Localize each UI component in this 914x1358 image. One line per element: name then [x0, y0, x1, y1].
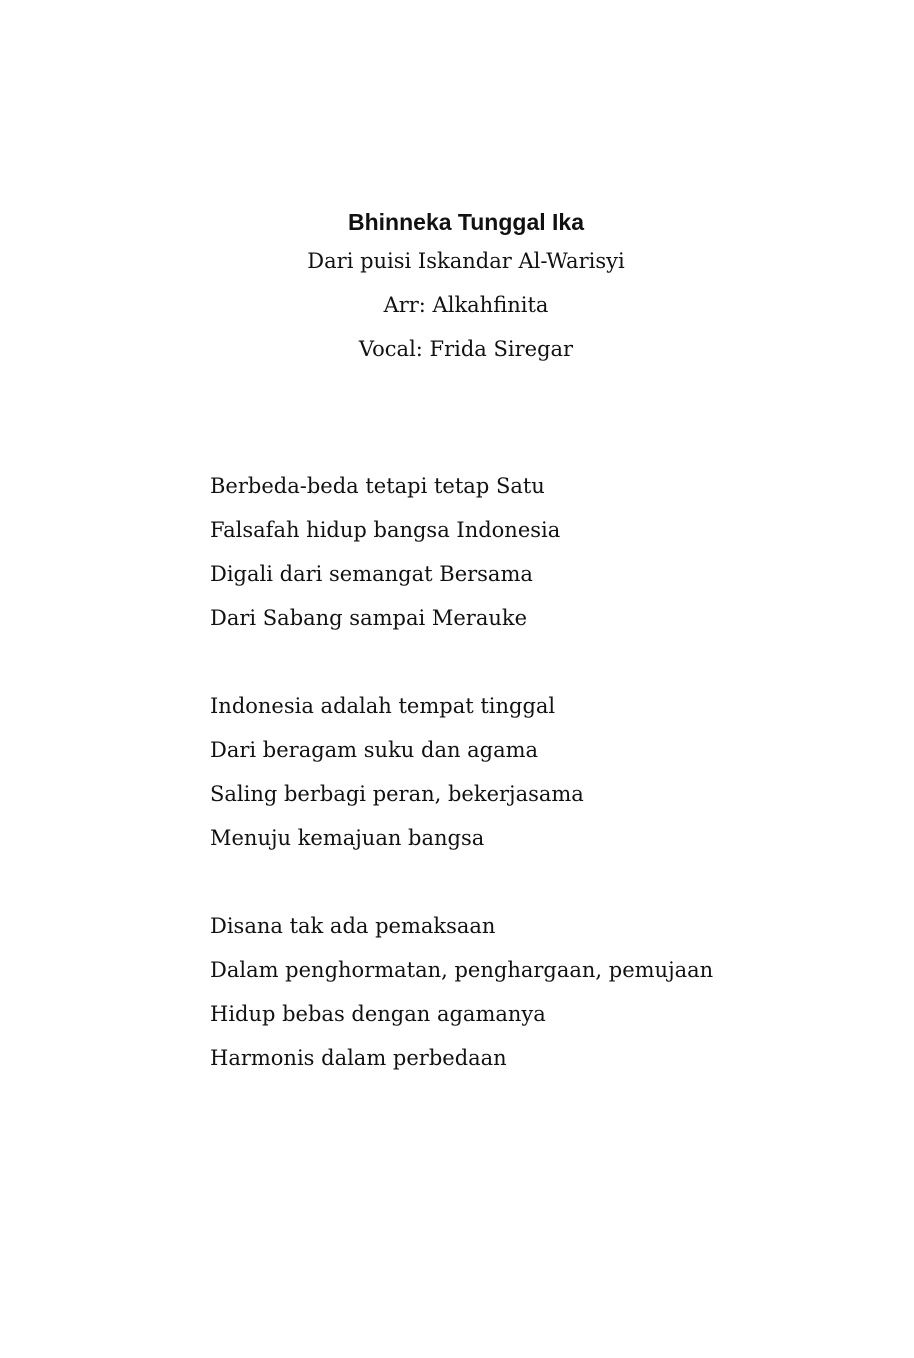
poem-line: Falsafah hidup bangsa Indonesia [210, 518, 561, 542]
poem-line: Berbeda-beda tetapi tetap Satu [210, 474, 545, 498]
stanza-2 [210, 684, 850, 860]
poem-body [210, 464, 850, 1124]
document-title: Bhinneka Tunggal Ika [348, 209, 584, 235]
vocal-credit: Vocal: Frida Siregar [358, 337, 574, 361]
poem-line: Hidup bebas dengan agamanya [210, 1002, 546, 1026]
poem-line: Menuju kemajuan bangsa [210, 826, 485, 850]
stanza-1 [210, 464, 850, 640]
poem-line: Dalam penghormatan, penghargaan, pemujaan [210, 958, 714, 982]
document-header [0, 205, 914, 371]
poem-source: Dari puisi Iskandar Al-Warisyi [307, 249, 625, 273]
arranger-credit: Arr: Alkahfinita [383, 293, 549, 317]
poem-line: Digali dari semangat Bersama [210, 562, 533, 586]
poem-line: Disana tak ada pemaksaan [210, 914, 496, 938]
poem-line: Saling berbagi peran, bekerjasama [210, 782, 584, 806]
poem-line: Dari beragam suku dan agama [210, 738, 539, 762]
poem-line: Indonesia adalah tempat tinggal [210, 694, 556, 718]
poem-line: Dari Sabang sampai Merauke [210, 606, 528, 630]
stanza-3 [210, 904, 850, 1080]
poem-line: Harmonis dalam perbedaan [210, 1046, 507, 1070]
